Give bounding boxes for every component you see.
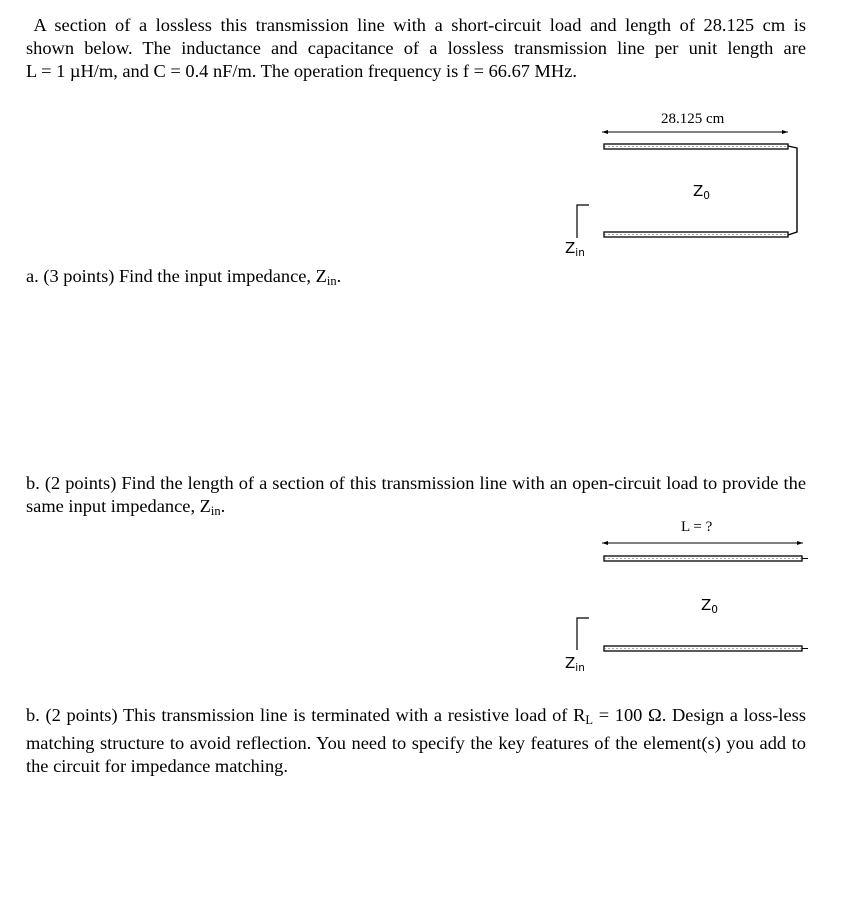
question-b-length-text: b. (2 points) Find the length of a section of this transmission line with an open-circuit load to provide the same input impedance, Z <box>26 473 806 516</box>
question-a-text: a. (3 points) Find the input impedance, Z <box>26 266 327 286</box>
intro-paragraph <box>26 14 806 83</box>
question-b-length-period: . <box>220 496 226 516</box>
z0-symbol-2: Z <box>701 596 712 614</box>
zin-symbol: Z <box>565 239 576 257</box>
short-circuit-line-drawing <box>560 108 820 268</box>
unknown-length-label: L = ? <box>681 519 713 535</box>
zin-label <box>565 239 585 259</box>
question-a <box>26 265 806 293</box>
z0-subscript-2: 0 <box>711 604 718 616</box>
question-b-matching-text-after: = 100 Ω. Design a loss-less matching structure to avoid reflection. You need to specify the key features of the element(s) you add to the circuit for impedance matching. <box>26 705 806 776</box>
intro-line-3: L = 1 µH/m, and C = 0.4 nF/m. The operation frequency is f = 66.67 MHz. <box>26 61 577 81</box>
question-b-matching-text-before: b. (2 points) This transmission line is terminated with a resistive load of R <box>26 705 586 725</box>
zin-subscript-2: in <box>575 662 585 674</box>
zin-subscript: in <box>575 247 585 259</box>
z0-subscript: 0 <box>703 190 710 202</box>
length-label: 28.125 cm <box>661 111 725 127</box>
z0-label <box>693 182 710 202</box>
question-b-length-subscript: in <box>210 504 221 518</box>
question-b-matching-subscript: L <box>585 713 594 727</box>
intro-line-1: A section of a lossless this transmission line with a short-circuit load and length of 28.125 cm is <box>26 15 806 35</box>
zin-symbol-2: Z <box>565 654 576 672</box>
question-b-matching <box>26 704 806 778</box>
short-circuit-line-diagram <box>560 108 820 268</box>
open-circuit-line-diagram <box>560 516 820 681</box>
zin-label-2 <box>565 654 585 674</box>
open-circuit-line-drawing <box>560 516 820 681</box>
z0-label-2 <box>701 596 718 616</box>
z0-symbol: Z <box>693 182 704 200</box>
question-a-subscript: in <box>326 274 337 288</box>
question-a-period: . <box>336 266 342 286</box>
intro-line-2: shown below. The inductance and capacitance of a lossless transmission line per unit length are <box>26 38 806 58</box>
